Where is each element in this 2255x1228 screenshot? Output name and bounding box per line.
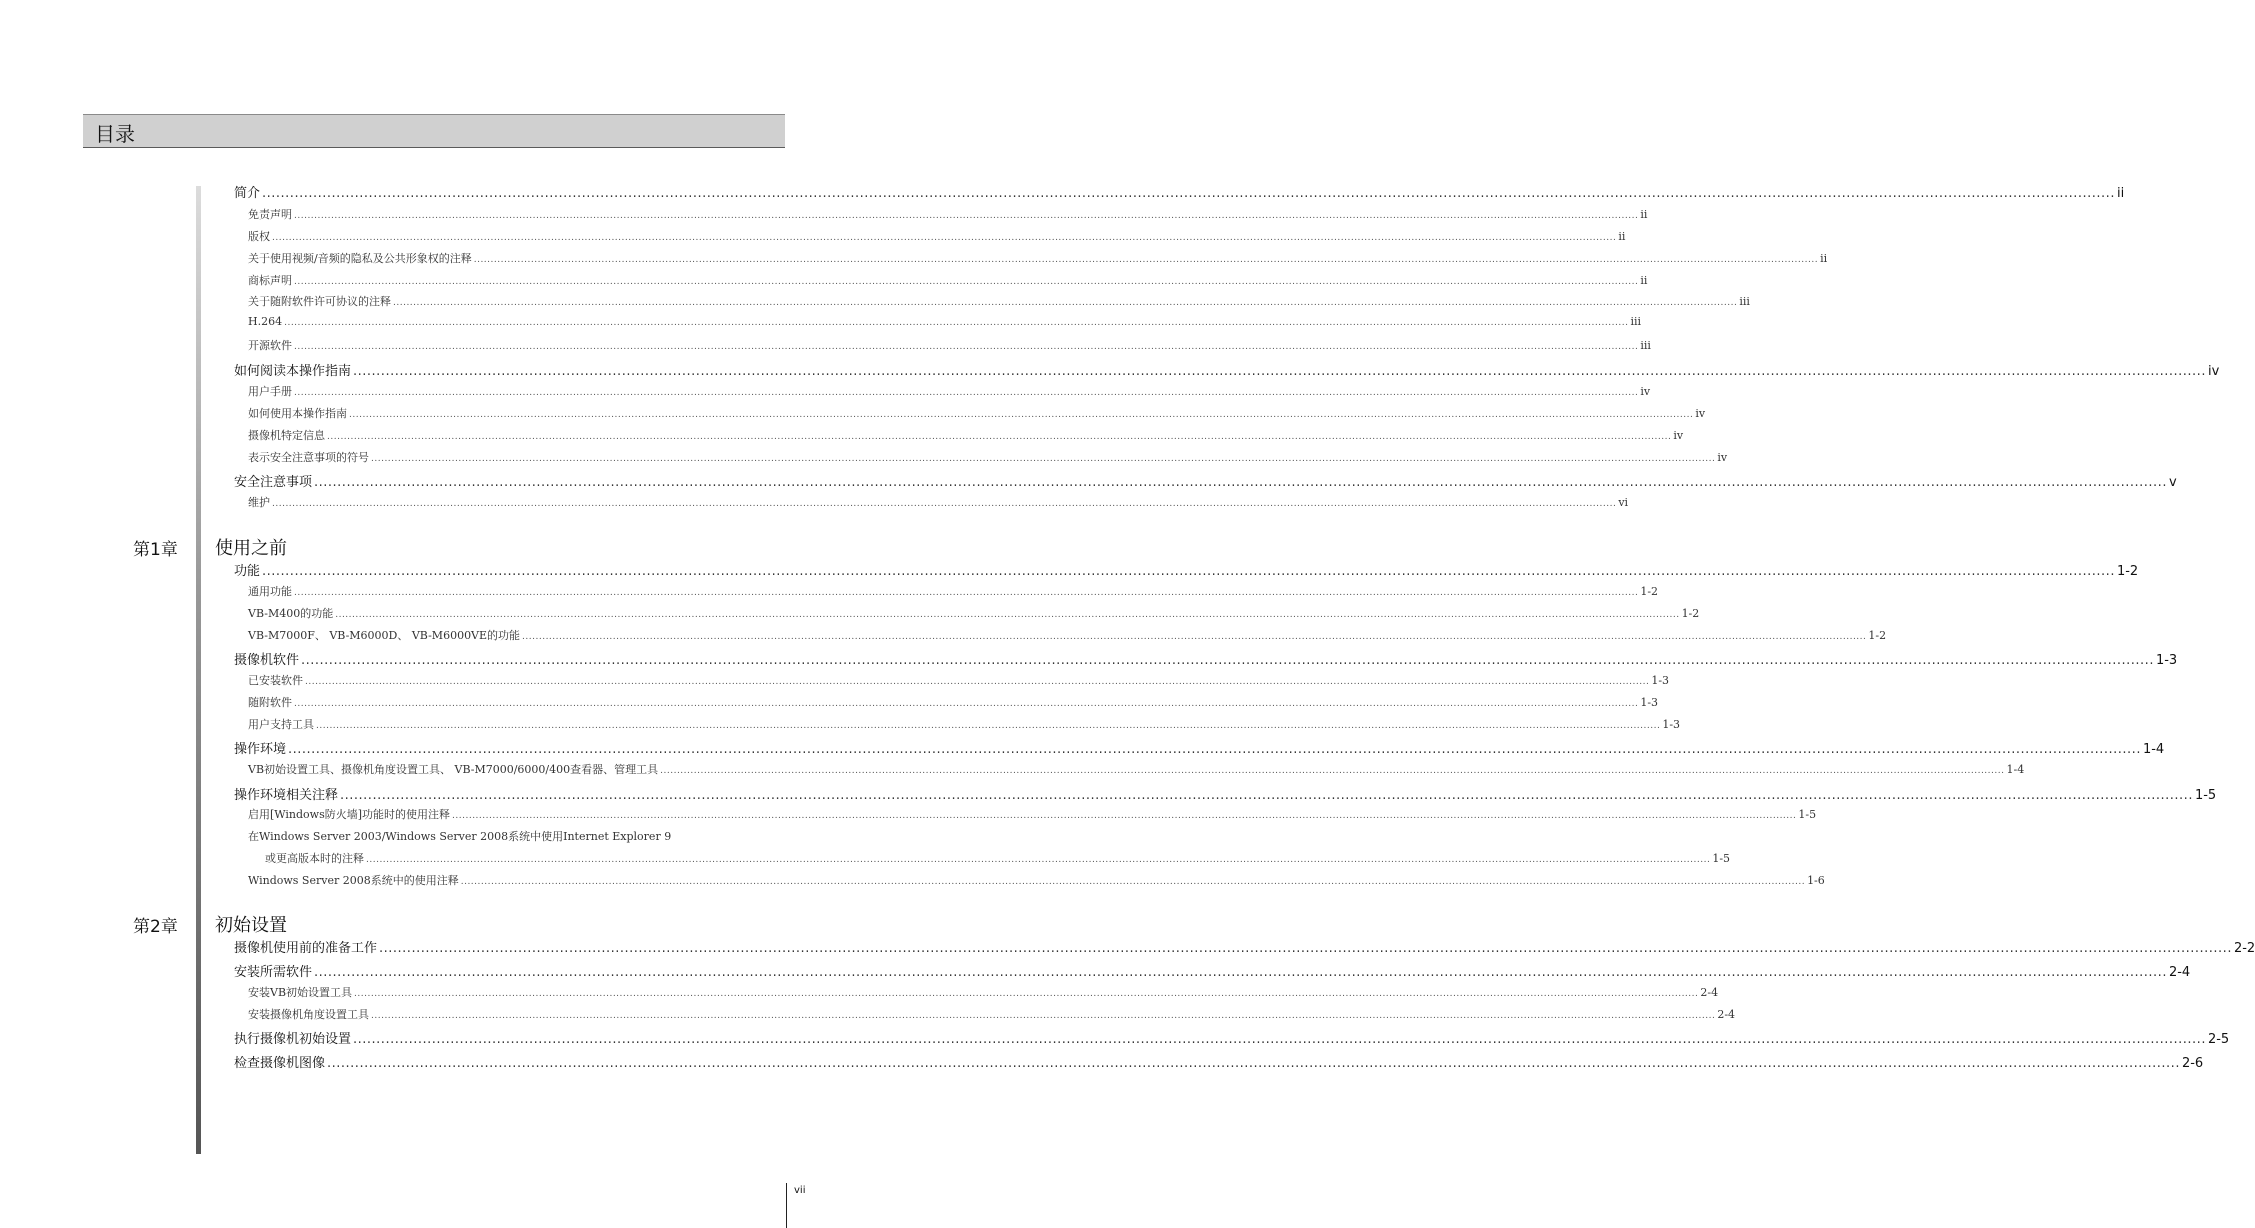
toc-entry[interactable] [248, 250, 1828, 266]
toc-entry-page: iii [1630, 315, 1641, 328]
toc-entry-title: 开源软件 [248, 339, 292, 352]
page-title: 目录 [95, 122, 135, 146]
toc-leader: ................................................................................................................................................................................................................................................................................................................................................................................................................ [393, 298, 1738, 308]
toc-entry-page: v [2168, 475, 2177, 490]
toc-entry[interactable] [248, 206, 1648, 222]
toc-entry-page: iv [1695, 407, 1706, 420]
toc-leader: ................................................................................................................................................................................................................................................................................................................................................................................................................ [473, 255, 1819, 265]
toc-entry[interactable] [248, 627, 1887, 643]
toc-entry-page: 1-2 [2116, 564, 2139, 579]
toc-entry-page: 2-4 [1700, 986, 1719, 999]
toc-entry-title: 已安装软件 [248, 674, 303, 687]
toc-entry[interactable] [248, 383, 1651, 399]
toc-entry[interactable] [248, 761, 2025, 777]
toc-entry-page: 1-3 [1651, 674, 1670, 687]
toc-leader: ................................................................................................................................................................................................................................................................................................................................................................................................................ [340, 788, 2193, 803]
toc-entry[interactable] [248, 272, 1648, 288]
toc-entry-title: 启用[Windows防火墙]功能时的使用注释 [248, 808, 451, 821]
toc-entry-title: 安装VB初始设置工具 [248, 986, 353, 999]
toc-leader: ................................................................................................................................................................................................................................................................................................................................................................................................................ [379, 941, 2232, 956]
toc-entry-page: 2-4 [1717, 1008, 1736, 1021]
toc-entry-title: 执行摄像机初始设置 [234, 1032, 352, 1047]
toc-entry-title: 摄像机使用前的准备工作 [234, 941, 378, 956]
toc-entry-title: VB-M7000F、 VB-M6000D、 VB-M6000VE的功能 [248, 629, 521, 642]
toc-entry-title: 检查摄像机图像 [234, 1056, 326, 1071]
toc-entry[interactable] [265, 850, 1731, 866]
toc-entry[interactable] [248, 449, 1728, 465]
toc-entry-page: iii [1640, 339, 1651, 352]
toc-entry-page: 1-6 [1807, 874, 1825, 887]
toc-entry[interactable] [248, 494, 1629, 510]
toc-leader: ................................................................................................................................................................................................................................................................................................................................................................................................................ [284, 318, 1629, 328]
toc-entry[interactable] [248, 1006, 1736, 1022]
toc-leader: ................................................................................................................................................................................................................................................................................................................................................................................................................ [294, 211, 1639, 221]
toc-entry-title: 安全注意事项 [234, 475, 313, 490]
toc-entry[interactable] [234, 738, 2165, 757]
toc-entry-page: vi [1618, 496, 1629, 509]
toc-entry-title: 版权 [248, 230, 270, 243]
toc-entry-page: 2-5 [2207, 1032, 2230, 1047]
chapter-2-label: 第2章 [133, 917, 178, 937]
toc-leader: ................................................................................................................................................................................................................................................................................................................................................................................................................ [314, 475, 2167, 490]
toc-entry[interactable] [248, 605, 1700, 621]
toc-entry-title: 摄像机软件 [234, 653, 300, 668]
toc-entry-title: 用户支持工具 [248, 718, 314, 731]
chapter-1-label: 第1章 [133, 540, 178, 560]
toc-entry[interactable] [248, 694, 1659, 710]
toc-leader: ................................................................................................................................................................................................................................................................................................................................................................................................................ [327, 432, 1672, 442]
toc-entry-title: 通用功能 [248, 585, 292, 598]
toc-leader: ................................................................................................................................................................................................................................................................................................................................................................................................................ [452, 811, 1797, 821]
toc-leader: ................................................................................................................................................................................................................................................................................................................................................................................................................ [327, 1056, 2180, 1071]
toc-entry-page: iv [1673, 429, 1684, 442]
toc-entry-title: 如何使用本操作指南 [248, 407, 347, 420]
toc-entry-title: 操作环境 [234, 742, 287, 757]
toc-entry[interactable] [234, 182, 2125, 201]
toc-entry[interactable] [248, 293, 1750, 309]
toc-entry[interactable] [248, 806, 1817, 822]
toc-leader: ................................................................................................................................................................................................................................................................................................................................................................................................................ [353, 1032, 2206, 1047]
toc-leader: ................................................................................................................................................................................................................................................................................................................................................................................................................ [262, 186, 2115, 201]
toc-entry-page: 1-4 [2142, 742, 2165, 757]
toc-entry-page: iii [1739, 295, 1750, 308]
toc-entry[interactable] [248, 984, 1719, 1000]
toc-leader: ................................................................................................................................................................................................................................................................................................................................................................................................................ [371, 1011, 1716, 1021]
toc-entry[interactable] [234, 560, 2139, 579]
toc-leader: ................................................................................................................................................................................................................................................................................................................................................................................................................ [272, 233, 1617, 243]
toc-entry-title: 商标声明 [248, 274, 292, 287]
toc-entry[interactable] [234, 471, 2177, 490]
toc-entry-title: 随附软件 [248, 696, 292, 709]
toc-entry-page: 1-3 [1640, 696, 1659, 709]
toc-entry[interactable] [248, 337, 1651, 353]
toc-leader: ................................................................................................................................................................................................................................................................................................................................................................................................................ [262, 564, 2115, 579]
toc-entry-title: VB初始设置工具、摄像机角度设置工具、 VB-M7000/6000/400查看器、管理工具 [248, 763, 659, 776]
toc-entry[interactable] [248, 315, 1641, 328]
toc-entry-page: 2-2 [2233, 941, 2255, 956]
toc-leader: ................................................................................................................................................................................................................................................................................................................................................................................................................ [316, 721, 1661, 731]
toc-entry-page: ii [1640, 208, 1648, 221]
toc-leader: ................................................................................................................................................................................................................................................................................................................................................................................................................ [305, 677, 1650, 687]
toc-entry[interactable] [234, 649, 2178, 668]
toc-entry-page: 1-5 [1712, 852, 1731, 865]
toc-entry-title-continuation: 或更高版本时的注释 [265, 852, 364, 865]
toc-leader: ................................................................................................................................................................................................................................................................................................................................................................................................................ [301, 653, 2154, 668]
chapter-1-title: 使用之前 [215, 538, 287, 559]
toc-entry-page: iv [2207, 364, 2220, 379]
toc-entry-title: 免责声明 [248, 208, 292, 221]
toc-leader: ................................................................................................................................................................................................................................................................................................................................................................................................................ [460, 877, 1806, 887]
toc-entry-page: 1-5 [2194, 788, 2217, 803]
toc-entry[interactable] [234, 1052, 2204, 1071]
toc-entry-page: ii [1618, 230, 1626, 243]
toc-entry[interactable] [234, 937, 2255, 956]
toc-entry-title: 关于随附软件许可协议的注释 [248, 295, 391, 308]
toc-entry-page: iv [1717, 451, 1728, 464]
toc-entry-title: 如何阅读本操作指南 [234, 364, 352, 379]
toc-leader: ................................................................................................................................................................................................................................................................................................................................................................................................................ [294, 588, 1639, 598]
toc-entry-page: 2-6 [2181, 1056, 2204, 1071]
toc-leader: ................................................................................................................................................................................................................................................................................................................................................................................................................ [314, 965, 2167, 980]
toc-leader: ................................................................................................................................................................................................................................................................................................................................................................................................................ [294, 277, 1639, 287]
toc-entry-title: 维护 [248, 496, 270, 509]
toc-entry[interactable] [234, 784, 2217, 803]
toc-entry[interactable] [234, 961, 2191, 980]
page-number-rule [786, 1183, 787, 1228]
toc-entry-title: 简介 [234, 186, 261, 201]
vertical-divider-bar [196, 186, 201, 1154]
toc-entry-title: 安装所需软件 [234, 965, 313, 980]
toc-leader: ................................................................................................................................................................................................................................................................................................................................................................................................................ [371, 454, 1716, 464]
toc-leader: ................................................................................................................................................................................................................................................................................................................................................................................................................ [294, 388, 1639, 398]
toc-entry[interactable] [248, 872, 1825, 888]
toc-leader: ................................................................................................................................................................................................................................................................................................................................................................................................................ [288, 742, 2141, 757]
toc-entry-page: iv [1640, 385, 1651, 398]
toc-entry-page: 1-2 [1681, 607, 1700, 620]
toc-entry-title: 关于使用视频/音频的隐私及公共形象权的注释 [248, 252, 472, 265]
toc-entry-title: VB-M400的功能 [248, 607, 334, 620]
toc-entry-page: 1-2 [1640, 585, 1659, 598]
toc-entry[interactable] [248, 672, 1670, 688]
toc-entry-page: 1-5 [1798, 808, 1817, 821]
toc-entry[interactable] [248, 228, 1626, 244]
toc-entry-title: Windows Server 2008系统中的使用注释 [248, 874, 459, 887]
toc-leader: ................................................................................................................................................................................................................................................................................................................................................................................................................ [522, 632, 1867, 642]
toc-entry-title: 用户手册 [248, 385, 292, 398]
toc-entry-title[interactable]: 在Windows Server 2003/Windows Server 2008系统中使用Internet Explorer 9 [248, 830, 672, 843]
toc-entry-title: 功能 [234, 564, 261, 579]
toc-entry-page: 1-3 [2155, 653, 2178, 668]
toc-leader: ................................................................................................................................................................................................................................................................................................................................................................................................................ [294, 342, 1639, 352]
toc-leader: ................................................................................................................................................................................................................................................................................................................................................................................................................ [294, 699, 1639, 709]
page-title-band [83, 114, 785, 148]
toc-entry[interactable] [248, 583, 1659, 599]
toc-leader: ................................................................................................................................................................................................................................................................................................................................................................................................................ [366, 855, 1711, 865]
toc-entry-page: 1-2 [1868, 629, 1887, 642]
toc-entry[interactable] [248, 405, 1706, 421]
toc-leader: ................................................................................................................................................................................................................................................................................................................................................................................................................ [272, 499, 1617, 509]
toc-entry-page: 1-4 [2006, 763, 2025, 776]
page-number: vii [794, 1185, 806, 1196]
chapter-2-title: 初始设置 [215, 915, 287, 936]
toc-entry[interactable] [248, 427, 1684, 443]
toc-leader: ................................................................................................................................................................................................................................................................................................................................................................................................................ [354, 989, 1699, 999]
toc-entry[interactable] [248, 716, 1681, 732]
toc-entry[interactable] [234, 360, 2220, 379]
toc-entry-title: H.264 [248, 315, 283, 328]
toc-entry-title: 表示安全注意事项的符号 [248, 451, 369, 464]
toc-entry-page: ii [2116, 186, 2125, 201]
toc-entry-page: 2-4 [2168, 965, 2191, 980]
toc-entry-page: ii [1820, 252, 1828, 265]
toc-entry[interactable] [234, 1028, 2230, 1047]
toc-leader: ................................................................................................................................................................................................................................................................................................................................................................................................................ [353, 364, 2206, 379]
toc-leader: ................................................................................................................................................................................................................................................................................................................................................................................................................ [660, 766, 2005, 776]
toc-entry-title: 操作环境相关注释 [234, 788, 339, 803]
toc-entry-page: ii [1640, 274, 1648, 287]
toc-leader: ................................................................................................................................................................................................................................................................................................................................................................................................................ [335, 610, 1680, 620]
toc-leader: ................................................................................................................................................................................................................................................................................................................................................................................................................ [349, 410, 1694, 420]
toc-entry-title: 摄像机特定信息 [248, 429, 325, 442]
toc-entry-title: 安装摄像机角度设置工具 [248, 1008, 369, 1021]
toc-entry-page: 1-3 [1662, 718, 1681, 731]
